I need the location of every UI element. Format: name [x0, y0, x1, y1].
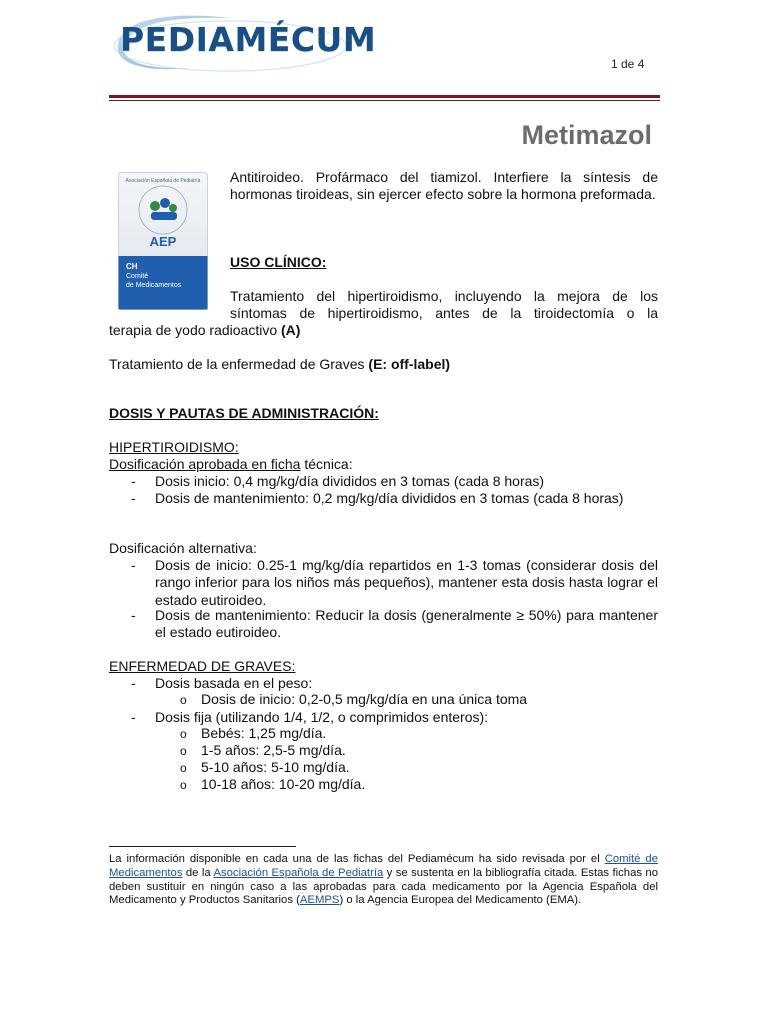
list-item: Dosis de mantenimiento: Reducir la dosis (generalmente ≥ 50%) para mantener el estado eutiroideo.: [155, 607, 658, 641]
badge-acronym: AEP: [149, 234, 177, 249]
bullet-dash: -: [131, 607, 136, 623]
uso-p1-line1: Tratamiento del hipertiroidismo, incluyendo la mejora de los: [230, 288, 658, 304]
comite-link[interactable]: Comité de Medicamentos: [109, 853, 658, 879]
uso-p1-line2: síntomas de hipertiroidismo, antes de la tiroidectomía o la: [230, 305, 658, 321]
footnote-text: La información disponible en cada una de las fichas del Pediamécum ha sido revisada por el: [109, 853, 605, 865]
graves-heading: ENFERMEDAD DE GRAVES:: [109, 658, 296, 674]
pediamecum-logo: [110, 10, 377, 74]
ficha-rest: técnica:: [300, 456, 353, 472]
sub-list-item: Bebés: 1,25 mg/día.: [201, 725, 327, 741]
aep-link[interactable]: Asociación Española de Pediatría: [213, 866, 384, 879]
list-item: Dosis fija (utilizando 1/4, 1/2, o comprimidos enteros):: [155, 709, 489, 725]
list-item: Dosis de inicio: 0.25-1 mg/kg/día repartidos en 1-3 tomas (considerar dosis del rango inferior para los niños más pequeños), mantener esta dosis hasta lograr el estado eutiroideo.: [155, 557, 658, 608]
badge-code: CH: [126, 262, 138, 271]
bullet-dash: -: [131, 709, 136, 725]
page-number: 1 de 4: [611, 57, 645, 71]
bullet-dash: -: [131, 473, 136, 489]
list-item: Dosis de mantenimiento: 0,2 mg/kg/día divididos en 3 tomas (cada 8 horas): [155, 490, 624, 506]
footnote: [109, 853, 658, 908]
footnote-text: y se sustenta en la bibliografía citada. Estas fichas no deben sustituir en ningún caso a las aprobadas para cada medicamento por la Agencia Española del Medicamento y Productos Sanitarios (: [109, 866, 658, 907]
bullet-dash: -: [131, 557, 136, 573]
bullet-circle: o: [180, 778, 187, 792]
bullet-circle: o: [180, 693, 187, 707]
aep-badge: [118, 172, 208, 310]
alternativa-heading: Dosificación alternativa:: [109, 540, 257, 556]
uso-p2: [109, 356, 450, 373]
uso-clinico-heading: USO CLÍNICO:: [230, 254, 327, 270]
header-rule: [109, 95, 660, 98]
badge-line2: de Medicamentos: [126, 282, 182, 289]
bullet-circle: o: [180, 761, 187, 775]
bullet-circle: o: [180, 727, 187, 741]
intro-paragraph: Antitiroideo. Profármaco del tiamizol. Interfiere la síntesis de hormonas tiroideas, sin ejercer efecto sobre la hormona preformada.: [230, 169, 658, 203]
page-title: Metimazol: [521, 120, 652, 150]
ficha-underlined: Dosificación aprobada en ficha: [109, 456, 301, 472]
uso-p1-tag: (A): [281, 322, 301, 338]
hipertiroidismo-heading: HIPERTIROIDISMO:: [109, 439, 239, 455]
logo-text: PEDIAMÉCUM: [120, 20, 377, 59]
uso-p1-line3-text: terapia de yodo radioactivo: [109, 322, 278, 338]
list-item: Dosis inicio: 0,4 mg/kg/día divididos en 3 tomas (cada 8 horas): [155, 473, 545, 489]
badge-line1: Comité: [126, 273, 149, 280]
uso-p2-text: Tratamiento de la enfermedad de Graves: [109, 356, 365, 372]
sub-list-item: 5-10 años: 5-10 mg/día.: [201, 759, 350, 775]
uso-p2-tag: (E: off-label): [368, 356, 451, 372]
bullet-circle: o: [180, 744, 187, 758]
footnote-rule: [109, 846, 296, 847]
bullet-dash: -: [131, 675, 136, 691]
footnote-text: ) o la Agencia Europea del Medicamento (EMA).: [339, 894, 582, 907]
uso-p1-line3: [109, 322, 300, 339]
badge-arc-text: Asociación Española de Pediatría: [125, 178, 201, 184]
list-item: Dosis basada en el peso:: [155, 675, 313, 691]
dosis-heading: DOSIS Y PAUTAS DE ADMINISTRACIÓN:: [109, 405, 379, 421]
sub-list-item: Dosis de inicio: 0,2-0,5 mg/kg/día en una única toma: [201, 691, 528, 707]
footnote-text: de la: [182, 866, 214, 879]
bullet-dash: -: [131, 490, 136, 506]
sub-list-item: 1-5 años: 2,5-5 mg/día.: [201, 742, 346, 758]
header-rule-thin: [109, 100, 660, 101]
aemps-link[interactable]: AEMPS: [299, 894, 340, 907]
sub-list-item: 10-18 años: 10-20 mg/día.: [201, 776, 366, 792]
ficha-tecnica-line: [109, 456, 353, 473]
